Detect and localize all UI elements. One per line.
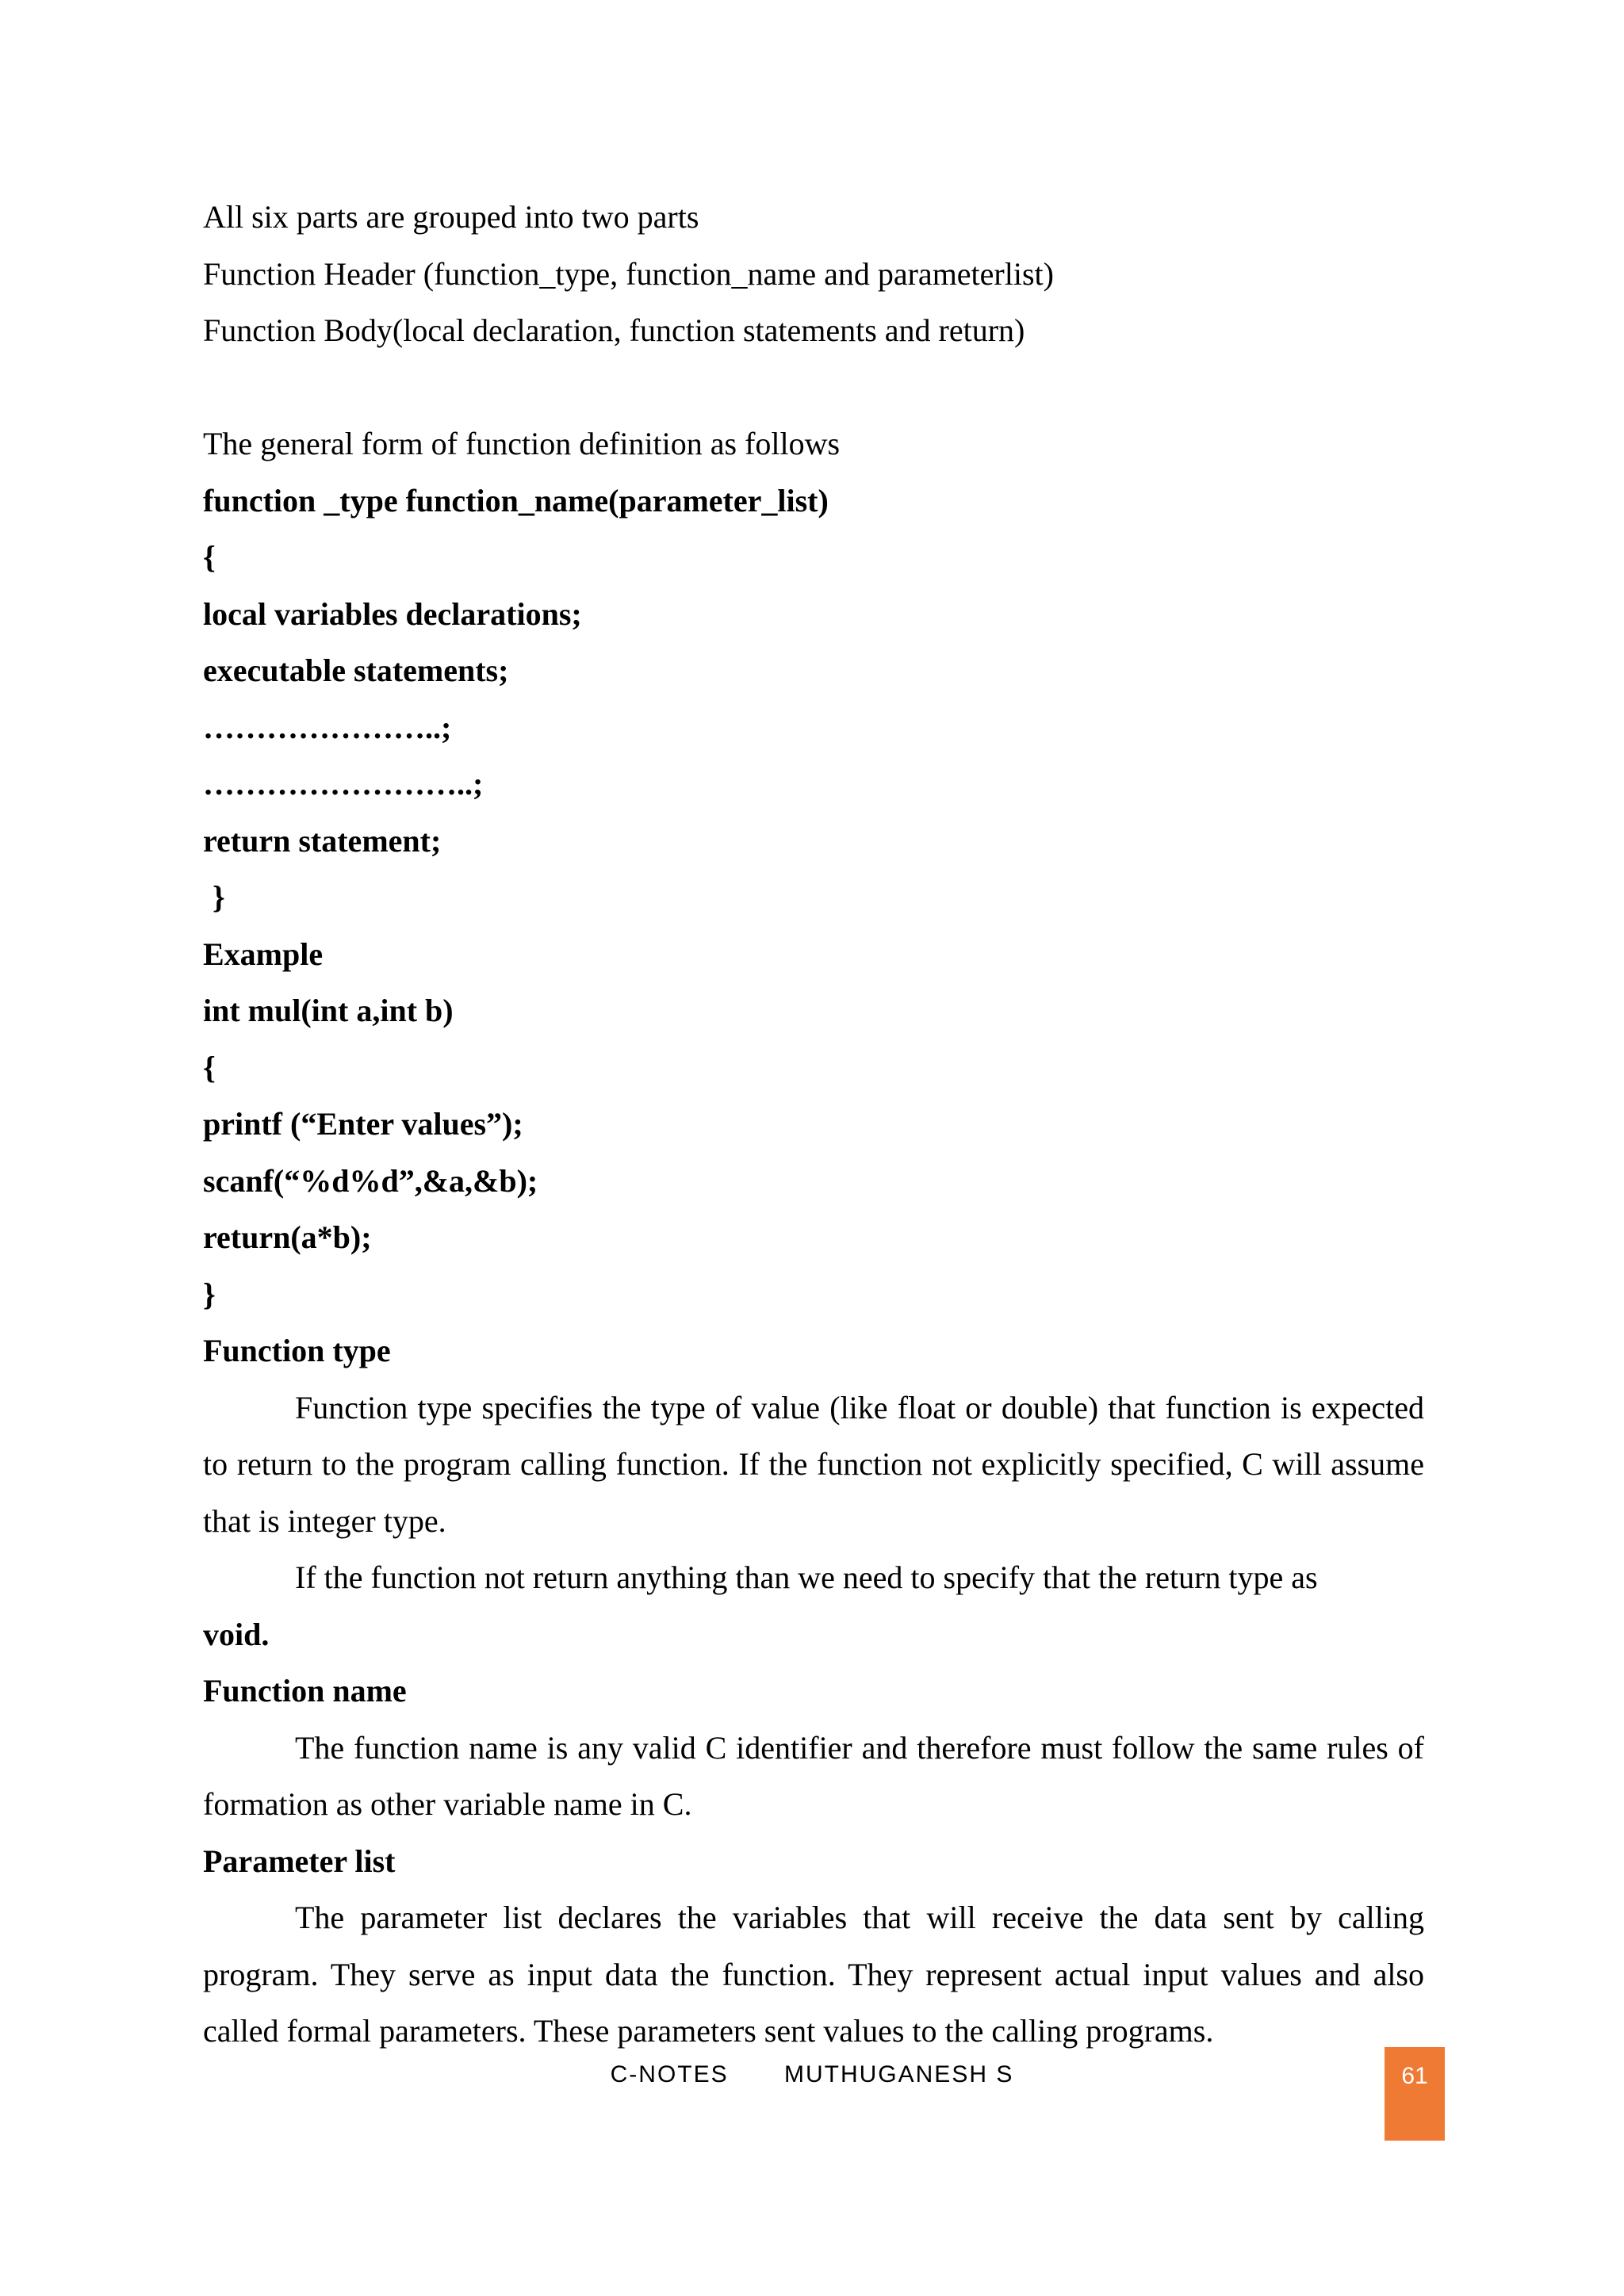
general-form-heading: The general form of function definition as follows [203, 426, 841, 461]
function-type-heading: Function type [203, 1333, 391, 1368]
intro-line-3: Function Body(local declaration, function statements and return) [203, 312, 1025, 348]
footer [0, 2061, 1624, 2088]
example-code-line: return(a*b); [203, 1219, 372, 1255]
function-name-heading: Function name [203, 1673, 407, 1709]
example-code-line: } [203, 1276, 216, 1312]
parameter-list-heading: Parameter list [203, 1843, 396, 1879]
function-type-paragraph-2 [203, 1549, 1424, 1606]
code-line: return statement; [203, 822, 442, 859]
intro-line-2: Function Header (function_type, function_name and parameterlist) [203, 255, 1054, 292]
page-body [203, 189, 1424, 2060]
example-code-line: printf (“Enter values”); [203, 1106, 523, 1142]
example-code-line: scanf(“%d%d”,&a,&b); [203, 1162, 538, 1199]
code-line: { [203, 539, 216, 575]
function-name-paragraph: The function name is any valid C identifier and therefore must follow the same rules of formation as other variable name in C. [203, 1729, 1424, 1822]
void-keyword: void. [203, 1616, 270, 1652]
parameter-list-paragraph: The parameter list declares the variables that will receive the data sent by calling program. They serve as input data the function. They represent actual input values and also called formal parameters. These parameters sent values to the calling programs. [203, 1900, 1424, 2049]
intro-line-1: All six parts are grouped into two parts [203, 199, 699, 235]
blank-line [203, 359, 1424, 416]
code-line: function _type function_name(parameter_list) [203, 482, 829, 519]
example-code-line: { [203, 1049, 216, 1085]
footer-author: MUTHUGANESH S [783, 2061, 1014, 2087]
code-line: executable statements; [203, 652, 509, 688]
code-line: ……………………..; [203, 766, 484, 802]
function-type-paragraph-1: Function type specifies the type of value (like float or double) that function is expected to return to the program calling function. If the function not explicitly specified, C will assume that is integer type. [203, 1389, 1424, 1539]
code-line: …………………..; [203, 709, 452, 745]
function-type-paragraph-2-text: If the function not return anything than we need to specify that the return type as [295, 1559, 1318, 1595]
footer-title: C-NOTES [610, 2061, 729, 2087]
example-code-line: int mul(int a,int b) [203, 993, 454, 1028]
code-line: local variables declarations; [203, 595, 582, 632]
code-line: } [213, 879, 225, 915]
page-number-badge: 61 [1385, 2047, 1445, 2141]
example-heading: Example [203, 936, 324, 972]
